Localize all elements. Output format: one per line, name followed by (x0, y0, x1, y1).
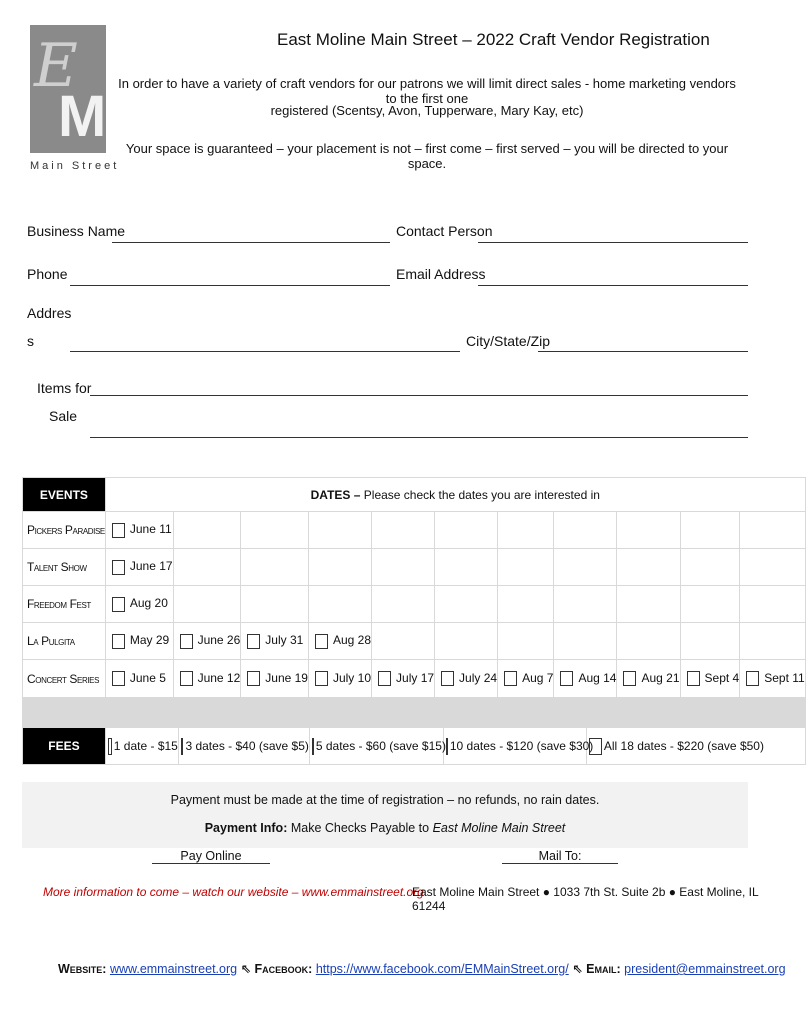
events-header: EVENTS (23, 478, 106, 512)
date-label: June 26 (197, 633, 241, 648)
address-field[interactable] (70, 351, 460, 352)
email-link[interactable]: president@emmainstreet.org (624, 962, 786, 976)
date-label: Sept 4 (704, 670, 740, 685)
dates-header (105, 478, 805, 512)
date-label: May 29 (129, 633, 170, 648)
checkbox[interactable] (112, 560, 125, 575)
event-row (23, 623, 806, 660)
date-label: Aug 21 (641, 670, 680, 685)
date-label: Aug 14 (578, 670, 617, 685)
guarantee-text: Your space is guaranteed – your placement is not – first come – first served – you will be directed to your space. (125, 141, 729, 171)
dates-header-bold: DATES – (310, 487, 361, 502)
date-option[interactable] (105, 623, 173, 660)
date-label: Sept 11 (764, 670, 805, 685)
logo-letter-m: M (58, 84, 104, 149)
checkbox[interactable] (687, 671, 700, 686)
city-state-zip-field[interactable] (538, 351, 748, 352)
date-option[interactable] (173, 660, 241, 698)
intro-line-1: In order to have a variety of craft vendors for our patrons we will limit direct sales - home marketing vendors to the first one (118, 76, 736, 106)
event-row (23, 549, 806, 586)
spacer-row (23, 698, 806, 728)
date-label: Aug 7 (522, 670, 554, 685)
logo-caption: Main Street (30, 160, 120, 172)
date-option[interactable] (241, 623, 309, 660)
facebook-link[interactable]: https://www.facebook.com/EMMainStreet.org/ (315, 962, 569, 976)
fee-label: 1 date - $15 (113, 739, 178, 753)
checkbox[interactable] (441, 671, 454, 686)
checkbox[interactable] (315, 634, 328, 649)
date-option[interactable] (372, 660, 435, 698)
date-option[interactable] (435, 660, 498, 698)
checkbox[interactable] (180, 634, 193, 649)
checkbox[interactable] (112, 523, 125, 538)
event-name: Pickers Paradise (23, 512, 106, 549)
payment-box (22, 782, 748, 848)
event-name: Talent Show (23, 549, 106, 586)
checkbox[interactable] (315, 671, 328, 686)
checkbox[interactable] (623, 671, 636, 686)
items-label-2: Sale (49, 408, 78, 424)
date-label: June 5 (129, 670, 166, 685)
fee-option[interactable] (179, 728, 310, 764)
fee-option[interactable] (444, 728, 594, 764)
fee-option[interactable] (106, 728, 179, 764)
checkbox[interactable] (378, 671, 391, 686)
checkbox[interactable] (112, 597, 125, 612)
date-label: June 19 (265, 670, 308, 685)
checkbox[interactable] (746, 671, 759, 686)
items-field-line-1[interactable] (90, 395, 748, 396)
payment-info-label: Payment Info: (204, 821, 288, 835)
date-option[interactable] (554, 660, 617, 698)
mailing-address: East Moline Main Street ● 1033 7th St. Suite 2b ● East Moline, IL 61244 (412, 885, 759, 913)
email-label: Email: (586, 962, 621, 976)
city-state-zip-label: City/State/Zip (466, 333, 551, 349)
checkbox[interactable] (589, 738, 602, 755)
date-label: July 17 (396, 670, 435, 685)
fee-option[interactable] (587, 728, 805, 764)
date-label: Aug 20 (129, 596, 168, 611)
footer (58, 961, 786, 976)
logo (30, 25, 106, 153)
fees-header: FEES (23, 728, 106, 765)
payment-notice: Payment must be made at the time of registration – no refunds, no rain dates. (170, 793, 600, 807)
email-field[interactable] (478, 285, 748, 286)
checkbox[interactable] (504, 671, 517, 686)
address-label-2: s (27, 333, 34, 349)
checkbox[interactable] (180, 671, 193, 686)
arrow-icon: ⇖ (572, 962, 583, 976)
checkbox[interactable] (560, 671, 573, 686)
payment-info (22, 821, 748, 835)
dates-header-text: Please check the dates you are interested in (360, 487, 600, 502)
date-option[interactable] (241, 660, 309, 698)
checkbox[interactable] (312, 738, 314, 755)
event-name: Concert Series (23, 660, 106, 698)
date-option[interactable] (498, 660, 554, 698)
mail-to: Mail To: (502, 849, 618, 864)
date-option[interactable] (173, 623, 241, 660)
page-title: East Moline Main Street – 2022 Craft Vendor Registration (277, 30, 710, 49)
date-label: July 10 (332, 670, 371, 685)
date-option[interactable] (617, 660, 680, 698)
date-option[interactable] (105, 660, 173, 698)
event-name: Freedom Fest (23, 586, 106, 623)
items-field-line-2[interactable] (90, 437, 748, 438)
date-option[interactable] (105, 512, 173, 549)
checkbox[interactable] (247, 671, 260, 686)
fee-option[interactable] (310, 728, 444, 764)
checkbox[interactable] (181, 738, 184, 755)
phone-label: Phone (27, 266, 68, 282)
payment-info-payee: East Moline Main Street (432, 821, 566, 835)
address-label-1: Addres (27, 305, 72, 321)
fee-label: All 18 dates - $220 (save $50) (603, 739, 764, 753)
website-link[interactable]: www.emmainstreet.org (109, 962, 238, 976)
checkbox[interactable] (108, 738, 112, 755)
date-label: June 12 (197, 670, 241, 685)
payment-info-text: Make Checks Payable to (287, 821, 433, 835)
pay-online[interactable]: Pay Online (152, 849, 270, 864)
date-option[interactable] (308, 623, 371, 660)
event-row (23, 512, 806, 549)
event-name: La Pulgita (23, 623, 106, 660)
date-option[interactable] (680, 660, 740, 698)
checkbox[interactable] (112, 671, 125, 686)
website-label: Website: (58, 962, 107, 976)
arrow-icon: ⇖ (240, 962, 252, 976)
fee-label: 3 dates - $40 (save $5) (185, 739, 309, 753)
event-row (23, 586, 806, 623)
phone-field[interactable] (70, 285, 390, 286)
date-label: July 24 (459, 670, 498, 685)
date-label: June 11 (129, 522, 172, 537)
more-info-note: More information to come – watch our website – www.emmainstreet.org (43, 885, 424, 899)
items-label-1: Items for (37, 380, 92, 396)
date-label: July 31 (265, 633, 304, 648)
events-table (22, 477, 806, 765)
date-option[interactable] (308, 660, 371, 698)
contact-person-label: Contact Person (396, 223, 493, 239)
date-option[interactable] (105, 586, 173, 623)
logo-letter-e: E (34, 31, 78, 101)
date-option[interactable] (740, 660, 805, 698)
fee-label: 5 dates - $60 (save $15) (315, 739, 446, 753)
fee-label: 10 dates - $120 (save $30) (449, 739, 594, 753)
checkbox[interactable] (247, 634, 260, 649)
contact-person-field[interactable] (478, 242, 748, 243)
event-row (23, 660, 806, 698)
facebook-label: Facebook: (254, 962, 313, 976)
checkbox[interactable] (446, 738, 448, 755)
date-option[interactable] (105, 549, 173, 586)
business-name-field[interactable] (112, 242, 390, 243)
date-label: June 17 (129, 559, 173, 574)
email-label: Email Address (396, 266, 486, 282)
checkbox[interactable] (112, 634, 125, 649)
intro-line-2: registered (Scentsy, Avon, Tupperware, Mary Kay, etc) (270, 103, 584, 118)
business-name-label: Business Name (27, 223, 126, 239)
fees-row (23, 728, 806, 765)
date-label: Aug 28 (332, 633, 372, 648)
